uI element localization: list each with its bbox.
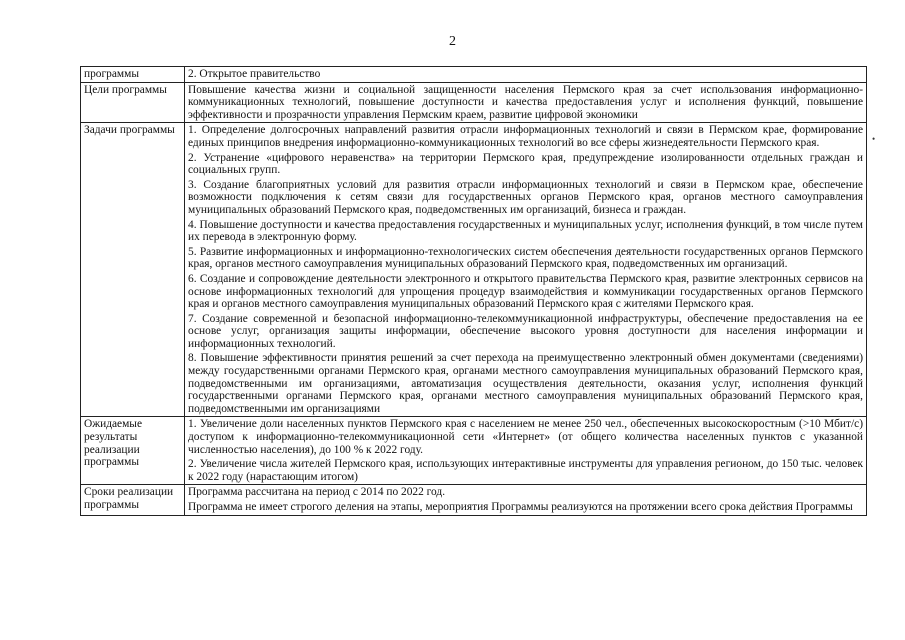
row-content [185, 417, 867, 485]
row-label: Сроки реализации программы [81, 485, 185, 515]
page-number: 2 [449, 34, 456, 49]
paragraph: Повышение качества жизни и социальной защищенности населения Пермского края за счет использования информационно-коммуникационных технологий, повышение доступности и качества предоставления услуг и исполнения функций, повышение эффективности и прозрачности управления Пермским краем, развитие цифровой экономики [188, 83, 863, 121]
row-label: программы [81, 67, 185, 83]
program-passport-table [80, 66, 867, 516]
paragraph: 2. Открытое правительство [188, 68, 321, 80]
paragraph: 1. Увеличение доли населенных пунктов Пермского края с населением не менее 250 чел., обеспеченных высокоскоростным (>10 Мбит/с) доступом к информационно-телекоммуникационной сети «Интернет» (от общего количества населенных пунктов с указанной численностью населения), до 100 % к 2022 году. [188, 418, 863, 456]
paragraph: 2. Увеличение числа жителей Пермского края, использующих интерактивные инструменты для управления регионом, до 150 тыс. человек к 2022 году (нарастающим итогом) [188, 458, 863, 483]
row-content [185, 485, 867, 515]
paragraph: 8. Повышение эффективности принятия решений за счет перехода на преимущественно электронный обмен документами (сведениями) между государственными органами Пермского края, органами местного самоуправления муниципальных образований Пермского края, подведомственными им организациями, автоматизация осуществления деятельности, оказания услуг, исполнения функций государственными органами Пермского края, органами местного самоуправления муниципальных образований Пермского края, подведомственными им организациями [188, 352, 863, 415]
paragraph: 1. Определение долгосрочных направлений развития отрасли информационных технологий и связи в Пермском крае, формирование единых принципов внедрения информационно-коммуникационных технологий во все сферы жизнедеятельности Пермского края. [188, 124, 863, 149]
table-row [81, 123, 867, 417]
row-content [185, 82, 867, 123]
row-content [185, 123, 867, 417]
paragraph: 7. Создание современной и безопасной информационно-телекоммуникационной инфраструктуры, обеспечение предоставления на ее основе услуг, организация защиты информации, обеспечение высокого уровня доступности для населения информации и информационных технологий. [188, 312, 863, 350]
table-row [81, 67, 867, 83]
table-row [81, 82, 867, 123]
paragraph: Программа рассчитана на период с 2014 по 2022 год. [188, 486, 446, 499]
paragraph: 2. Устранение «цифрового неравенства» на территории Пермского края, предупреждение изолированности отдельных граждан и социальных групп. [188, 151, 863, 177]
row-label: Ожидаемые результаты реализации программы [81, 417, 185, 485]
paragraph: 3. Создание благоприятных условий для развития отрасли информационных технологий и связи в Пермском крае, обеспечение возможности подключения к сетям связи для государственных органов Пермского края, органов местного самоуправления муниципальных образований Пермского края, подведомственных им организаций, бизнеса и граждан. [188, 178, 863, 216]
scan-mark: • [872, 134, 876, 144]
row-label: Цели программы [81, 82, 185, 123]
paragraph: 5. Развитие информационных и информационно-технологических систем обеспечения деятельности государственных органов Пермского края, органов местного самоуправления муниципальных образований Пермского края, подведомственных им организаций. [188, 245, 863, 271]
row-content [185, 67, 867, 83]
table-row [81, 485, 867, 515]
paragraph: Программа не имеет строгого деления на этапы, мероприятия Программы реализуются на протяжении всего срока действия Программы [188, 501, 853, 513]
row-label: Задачи программы [81, 123, 185, 417]
table-row [81, 417, 867, 485]
paragraph: 6. Создание и сопровождение деятельности электронного и открытого правительства Пермского края, развитие электронных сервисов на основе информационных технологий для упрощения процедур взаимодействия и коммуникации государственных органов Пермского края и органов местного самоуправления муниципальных образований Пермского края с жителями Пермского края. [188, 272, 863, 311]
paragraph: 4. Повышение доступности и качества предоставления государственных и муниципальных услуг, исполнения функций, в том числе путем их перевода в электронную форму. [188, 218, 863, 244]
